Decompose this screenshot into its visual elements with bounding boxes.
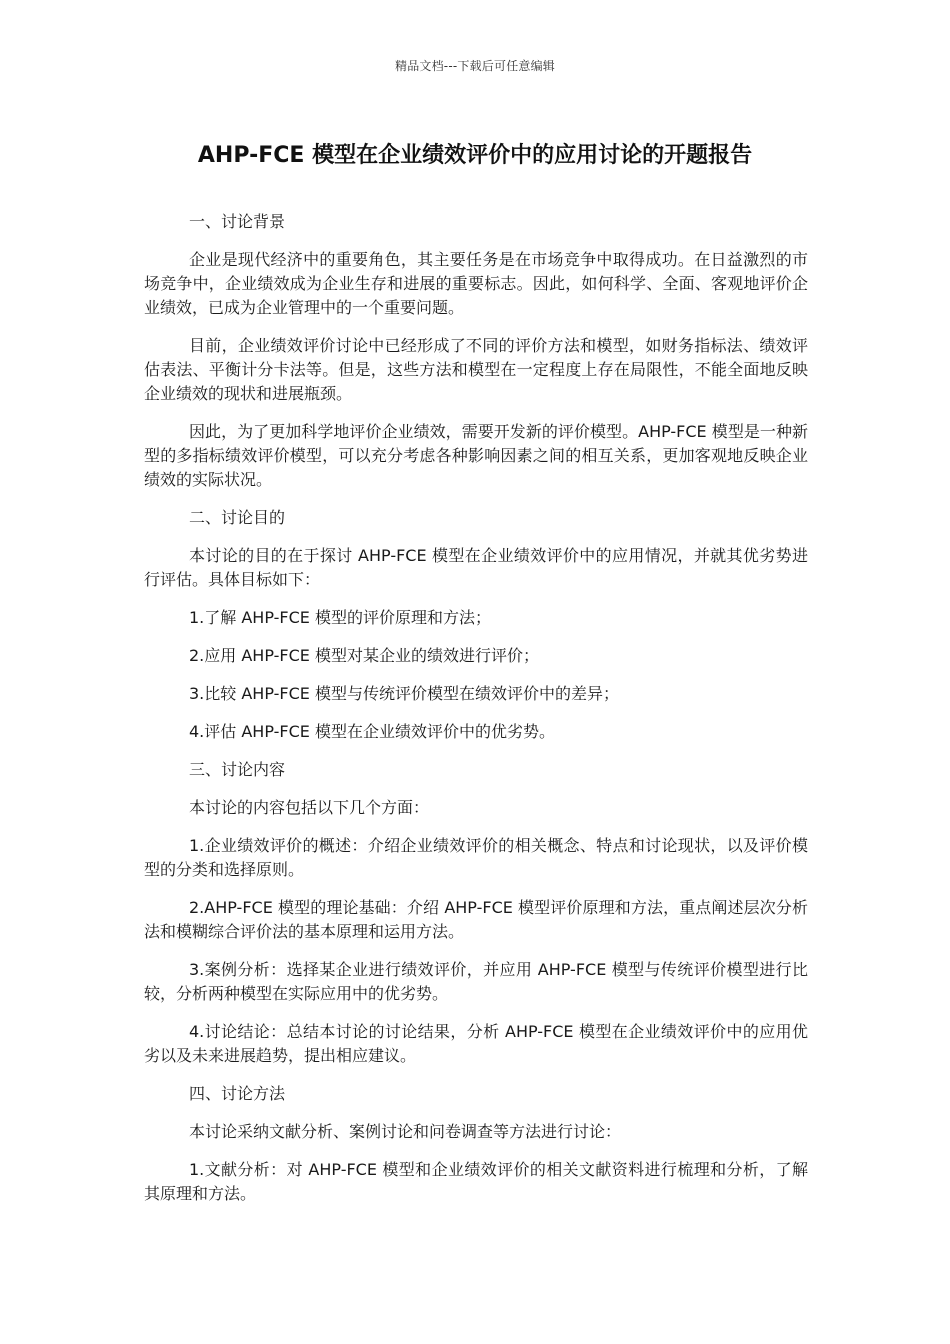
list-item: 4.评估 AHP-FCE 模型在企业绩效评价中的优劣势。 bbox=[189, 722, 555, 741]
list-item: 4.讨论结论：总结本讨论的讨论结果，分析 AHP-FCE 模型在企业绩效评价中的应用优劣以及未来进展趋势，提出相应建议。 bbox=[144, 1022, 808, 1065]
section-heading-content: 三、讨论内容 bbox=[189, 760, 286, 779]
list-item: 3.比较 AHP-FCE 模型与传统评价模型在绩效评价中的差异； bbox=[189, 684, 619, 703]
section-heading-purpose: 二、讨论目的 bbox=[189, 508, 286, 527]
paragraph: 本讨论采纳文献分析、案例讨论和问卷调查等方法进行讨论： bbox=[189, 1122, 622, 1141]
section-heading-background: 一、讨论背景 bbox=[189, 212, 286, 231]
list-item: 1.企业绩效评价的概述：介绍企业绩效评价的相关概念、特点和讨论现状，以及评价模型的分类和选择原则。 bbox=[144, 836, 808, 879]
list-item: 1.文献分析：对 AHP-FCE 模型和企业绩效评价的相关文献资料进行梳理和分析，了解其原理和方法。 bbox=[144, 1160, 808, 1203]
document-body bbox=[144, 210, 808, 1220]
paragraph: 目前，企业绩效评价讨论中已经形成了不同的评价方法和模型，如财务指标法、绩效评估表法、平衡计分卡法等。但是，这些方法和模型在一定程度上存在局限性，不能全面地反映企业绩效的现状和进展瓶颈。 bbox=[144, 336, 808, 403]
paragraph: 本讨论的目的在于探讨 AHP-FCE 模型在企业绩效评价中的应用情况，并就其优劣势进行评估。具体目标如下： bbox=[144, 546, 808, 589]
list-item: 2.应用 AHP-FCE 模型对某企业的绩效进行评价； bbox=[189, 646, 539, 665]
paragraph: 因此，为了更加科学地评价企业绩效，需要开发新的评价模型。AHP-FCE 模型是一种新型的多指标绩效评价模型，可以充分考虑各种影响因素之间的相互关系，更加客观地反映企业绩效的实际状况。 bbox=[144, 422, 808, 489]
section-heading-method: 四、讨论方法 bbox=[189, 1084, 286, 1103]
paragraph: 企业是现代经济中的重要角色，其主要任务是在市场竞争中取得成功。在日益激烈的市场竞争中，企业绩效成为企业生存和进展的重要标志。因此，如何科学、全面、客观地评价企业绩效，已成为企业管理中的一个重要问题。 bbox=[144, 250, 808, 317]
list-item: 1.了解 AHP-FCE 模型的评价原理和方法； bbox=[189, 608, 491, 627]
list-item: 3.案例分析：选择某企业进行绩效评价，并应用 AHP-FCE 模型与传统评价模型进行比较，分析两种模型在实际应用中的优劣势。 bbox=[144, 960, 808, 1003]
document-title: AHP-FCE 模型在企业绩效评价中的应用讨论的开题报告 bbox=[197, 143, 753, 168]
paragraph: 本讨论的内容包括以下几个方面： bbox=[189, 798, 430, 817]
header-note: 精品文档---下载后可任意编辑 bbox=[395, 59, 555, 73]
list-item: 2.AHP-FCE 模型的理论基础：介绍 AHP-FCE 模型评价原理和方法，重点阐述层次分析法和模糊综合评价法的基本原理和运用方法。 bbox=[144, 898, 808, 941]
